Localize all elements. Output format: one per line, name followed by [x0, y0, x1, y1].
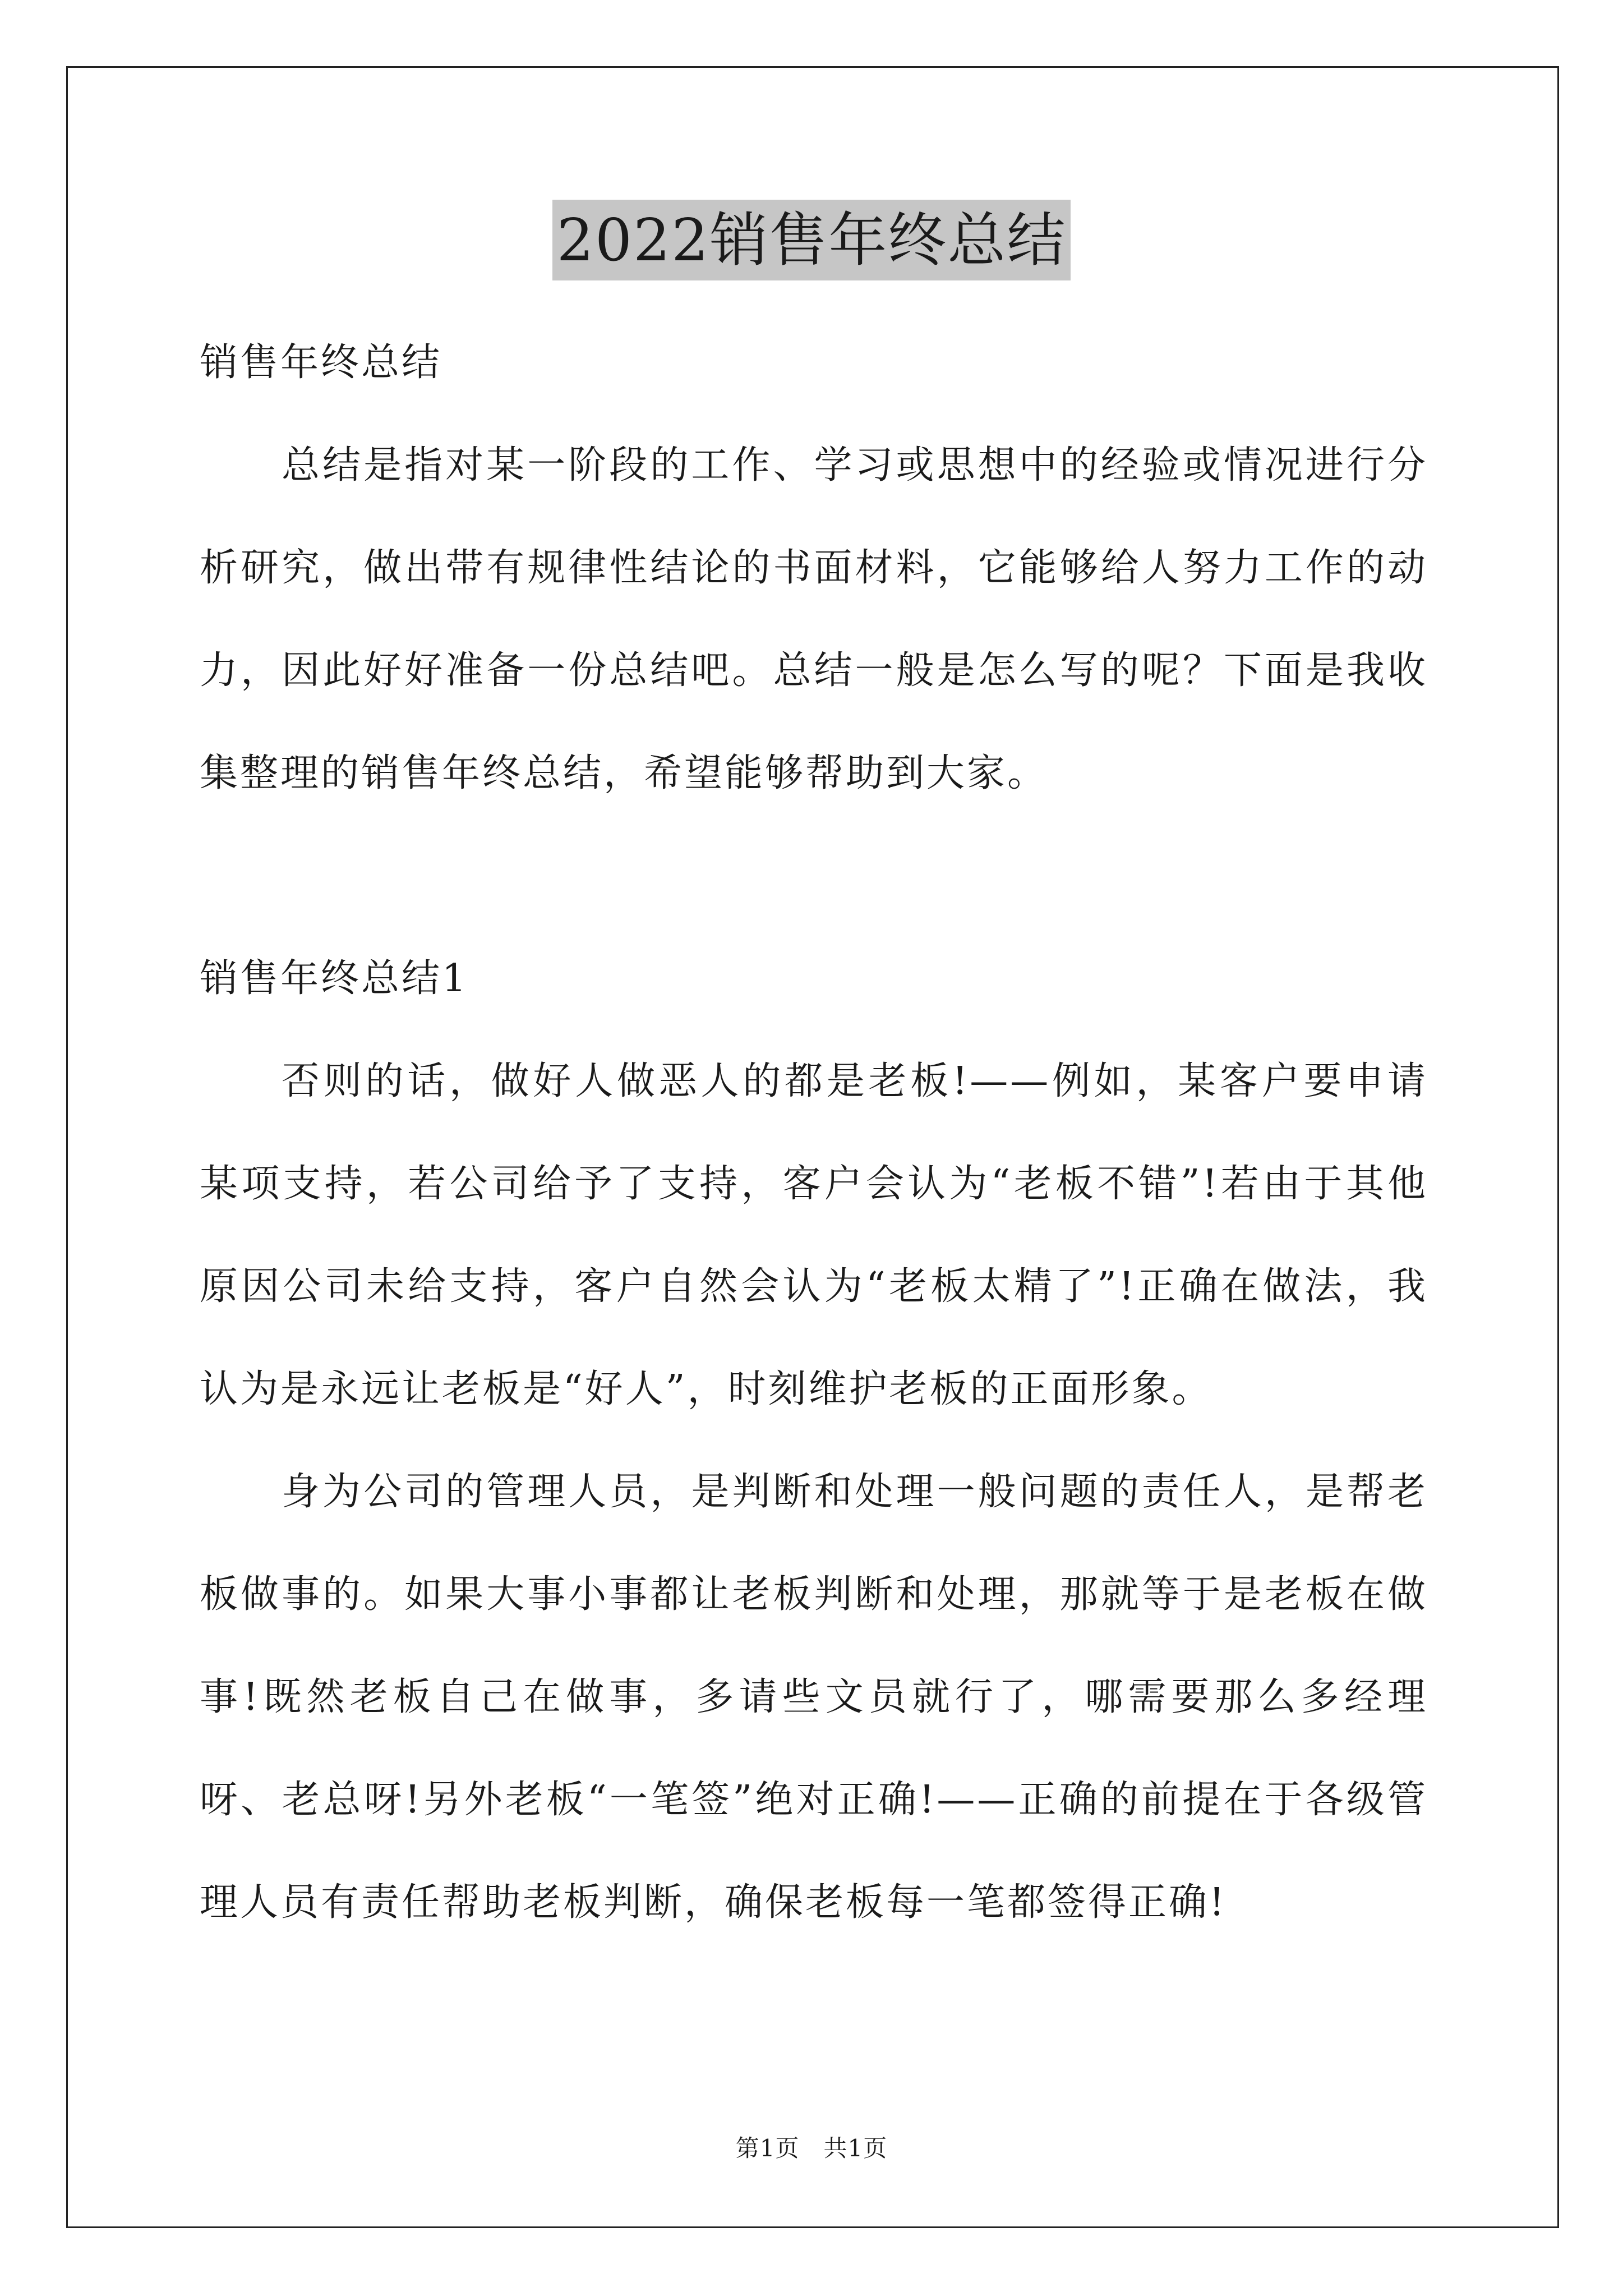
document-title: 2022销售年终总结	[552, 200, 1071, 280]
intro-paragraph: 总结是指对某一阶段的工作、学习或思想中的经验或情况进行分析研究，做出带有规律性结论的书面材料，它能够给人努力工作的动力，因此好好准备一份总结吧。总结一般是怎么写的呢？下面是我收集整理的销售年终总结，希望能够帮助到大家。	[200, 443, 1428, 795]
intro-heading: 销售年终总结	[200, 341, 442, 385]
title-container	[0, 200, 1623, 280]
page-footer	[0, 2132, 1623, 2165]
document-body	[200, 311, 1428, 1954]
section-spacer	[200, 825, 1428, 927]
section-1-paragraph-1: 否则的话，做好人做恶人的都是老板!——例如，某客户要申请某项支持，若公司给予了支持，客户会认为“老板不错”!若由于其他原因公司未给支持，客户自然会认为“老板太精了”!正确在做法，我认为是永远让老板是“好人”，时刻维护老板的正面形象。	[200, 1059, 1428, 1411]
section-1-heading: 销售年终总结1	[200, 956, 469, 1001]
section-1-paragraph-2: 身为公司的管理人员，是判断和处理一般问题的责任人，是帮老板做事的。如果大事小事都让老板判断和处理，那就等于是老板在做事!既然老板自己在做事，多请些文员就行了，哪需要那么多经理呀、老总呀!另外老板“一笔签”绝对正确!——正确的前提在于各级管理人员有责任帮助老板判断，确保老板每一笔都签得正确!	[200, 1470, 1428, 1925]
page-number-label: 第1页 共1页	[735, 2134, 888, 2162]
